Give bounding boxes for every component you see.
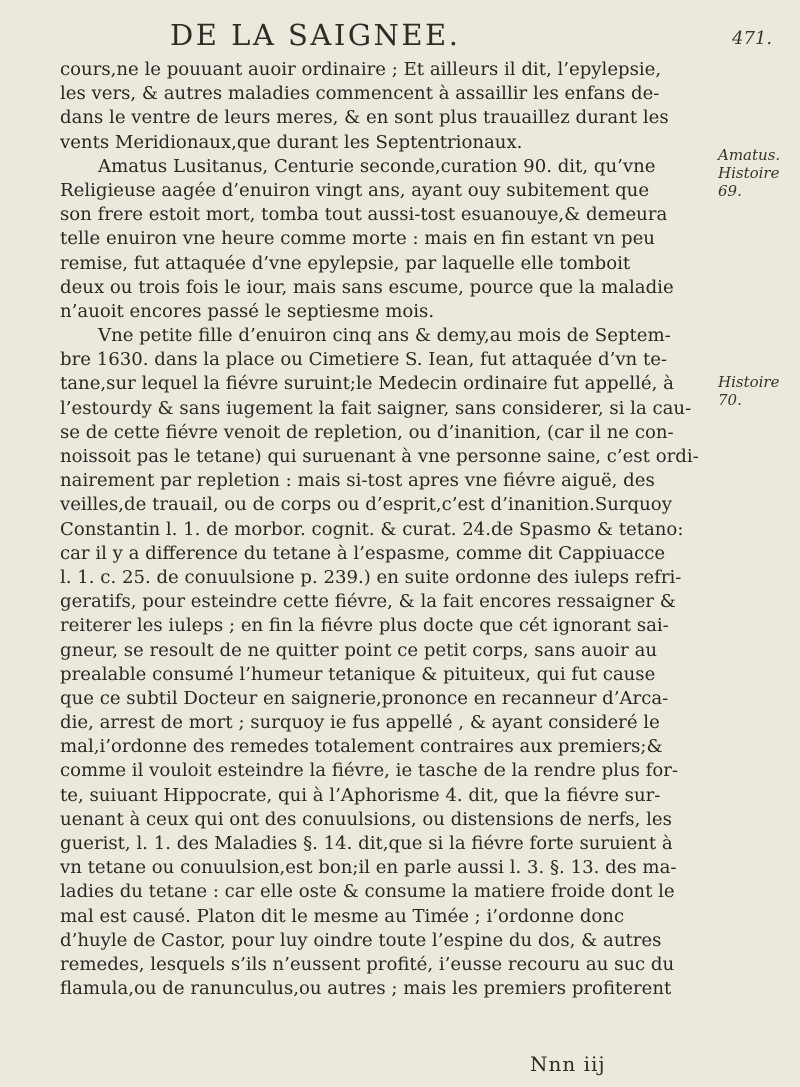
text-line: comme il vouloit esteindre la fiévre, ie tasche de la rendre plus for- — [60, 760, 678, 782]
text-line: que ce subtil Docteur en saignerie,prononce en recanneur d’Arca- — [60, 687, 669, 709]
page-header — [0, 18, 800, 58]
margin-note-amatus — [718, 146, 794, 200]
text-line: gneur, se resoult de ne quitter point ce petit corps, sans auoir au — [60, 639, 658, 661]
text-line: mal est causé. Platon dit le mesme au Timée ; i’ordonne donc — [60, 905, 625, 927]
text-line: die, arrest de mort ; surquoy ie fus appellé , & ayant consideré le — [60, 712, 660, 734]
text-line: son frere estoit mort, tomba tout aussi-tost esuanouye,& demeura — [60, 204, 668, 226]
margin-note-histoire — [718, 373, 794, 409]
main-text — [60, 58, 710, 1001]
text-line: n’auoit encores passé le septiesme mois. — [60, 300, 435, 322]
text-line: prealable consumé l’humeur tetanique & pituiteux, qui fut cause — [60, 663, 656, 685]
text-line: dans le ventre de leurs meres, & en sont plus trauaillez durant les — [60, 107, 669, 129]
text-line: Constantin l. 1. de morbor. cognit. & curat. 24.de Spasmo & tetano: — [60, 518, 684, 540]
text-line: se de cette fiévre venoit de repletion, ou d’inanition, (car il ne con- — [60, 421, 674, 443]
text-line: noissoit pas le tetane) qui suruenant à vne personne saine, c’est ordi- — [60, 446, 699, 467]
text-line: mal,i’ordonne des remedes totalement contraires aux premiers;& — [60, 736, 663, 758]
text-line: geratifs, pour esteindre cette fiévre, & la fait encores ressaigner & — [60, 591, 676, 613]
text-line: l’estourdy & sans iugement la fait saigner, sans considerer, si la cau- — [60, 397, 692, 419]
text-line: tane,sur lequel la fiévre suruint;le Medecin ordinaire fut appellé, à — [60, 373, 674, 395]
text-line: reiterer les iuleps ; en fin la fiévre plus docte que cét ignorant sai- — [60, 615, 669, 637]
text-line: remise, fut attaquée d’vne epylepsie, par laquelle elle tomboit — [60, 252, 631, 274]
text-line: car il y a difference du tetane à l’espasme, comme dit Cappiuacce — [60, 542, 666, 564]
running-title: DE LA SAIGNEE. — [170, 18, 461, 52]
text-line: telle enuiron vne heure comme morte : mais en fin estant vn peu — [60, 228, 655, 250]
page-number: 471. — [732, 28, 773, 49]
text-line: vn tetane ou conuulsion,est bon;il en parle aussi l. 3. §. 13. des ma- — [60, 857, 677, 879]
text-line: Religieuse aagée d’enuiron vingt ans, ayant ouy subitement que — [60, 179, 650, 201]
text-line: veilles,de trauail, ou de corps ou d’esprit,c’est d’inanition.Surquoy — [60, 494, 672, 516]
printer-signature: Nnn iij — [530, 1052, 606, 1076]
text-line: uenant à ceux qui ont des conuulsions, ou distensions de nerfs, les — [60, 808, 672, 830]
text-line: flamula,ou de ranunculus,ou autres ; mais les premiers profiterent — [60, 978, 672, 1000]
margin-note-line: 70. — [718, 391, 742, 409]
margin-note-line: Histoire — [718, 373, 780, 391]
text-line: Amatus Lusitanus, Centurie seconde,curation 90. dit, qu’vne — [98, 155, 656, 177]
text-line: deux ou trois fois le iour, mais sans escume, pource que la maladie — [60, 276, 674, 298]
text-line: d’huyle de Castor, pour luy oindre toute l’espine du dos, & autres — [60, 929, 662, 951]
text-line: remedes, lesquels s’ils n’eussent profité, i’eusse recouru au suc du — [60, 953, 675, 975]
text-line: bre 1630. dans la place ou Cimetiere S. Iean, fut attaquée d’vn te- — [60, 349, 668, 371]
margin-note-line: Amatus. — [718, 146, 781, 164]
text-line: ladies du tetane : car elle oste & consume la matiere froide dont le — [60, 881, 675, 903]
text-line: Vne petite fille d’enuiron cinq ans & demy,au mois de Septem- — [98, 325, 671, 347]
text-line: cours,ne le pouuant auoir ordinaire ; Et ailleurs il dit, l’epylepsie, — [60, 59, 662, 80]
text-line: te, suiuant Hippocrate, qui à l’Aphorisme 4. dit, que la fiévre sur- — [60, 784, 661, 806]
text-line: nairement par repletion : mais si-tost apres vne fiévre aiguë, des — [60, 470, 655, 492]
text-line: les vers, & autres maladies commencent à assaillir les enfans de- — [60, 83, 660, 105]
text-line: l. 1. c. 25. de conuulsione p. 239.) en suite ordonne des iuleps refri- — [60, 566, 682, 588]
text-line: guerist, l. 1. des Maladies §. 14. dit,que si la fiévre forte suruient à — [60, 833, 673, 854]
margin-note-line: Histoire — [718, 164, 780, 182]
margin-note-line: 69. — [718, 182, 742, 200]
text-line: vents Meridionaux,que durant les Septentrionaux. — [60, 131, 523, 153]
